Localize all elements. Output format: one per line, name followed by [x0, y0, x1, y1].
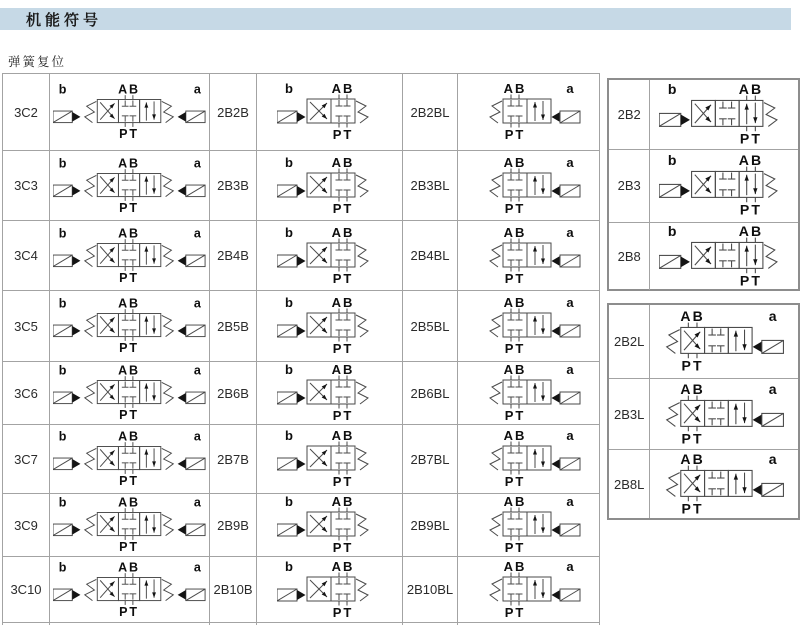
symbol-table-row — [3, 425, 600, 494]
svg-text:b: b — [58, 82, 66, 97]
valve-symbol-cell-3C4 — [50, 221, 210, 291]
side-table-2bl-group — [607, 303, 800, 520]
svg-text:PT: PT — [118, 604, 139, 619]
svg-text:a: a — [193, 226, 201, 241]
valve-schematic-2B4B — [277, 225, 382, 287]
svg-text:PT: PT — [118, 270, 139, 285]
svg-text:PT: PT — [681, 500, 704, 517]
symbol-table-row — [3, 74, 600, 151]
valve-schematic-2B8L — [659, 451, 789, 518]
svg-text:PT: PT — [740, 130, 763, 147]
svg-text:b: b — [285, 558, 293, 574]
svg-text:a: a — [193, 156, 201, 171]
valve-code-3C5: 3C5 — [3, 291, 50, 362]
valve-code-2B4B: 2B4B — [210, 221, 257, 291]
svg-text:b: b — [58, 495, 66, 510]
svg-text:PT: PT — [332, 270, 354, 286]
valve-schematic-2B3B — [277, 155, 382, 217]
valve-symbol-cell-2B2B — [257, 74, 403, 151]
svg-text:AB: AB — [503, 494, 527, 509]
valve-schematic-2B10B — [277, 559, 382, 621]
svg-text:AB: AB — [503, 154, 527, 170]
svg-text:PT: PT — [332, 127, 354, 142]
svg-text:PT: PT — [504, 540, 526, 555]
valve-schematic-2B8 — [659, 223, 789, 290]
valve-code-2B7BL: 2B7BL — [403, 425, 458, 494]
valve-symbol-cell-3C10 — [50, 557, 210, 623]
svg-text:b: b — [668, 152, 677, 168]
valve-symbol-cell-3C2 — [50, 74, 210, 151]
valve-symbol-cell-3C5 — [50, 291, 210, 362]
svg-text:AB: AB — [331, 494, 355, 509]
svg-text:AB: AB — [503, 295, 527, 310]
svg-text:AB: AB — [331, 558, 355, 574]
valve-symbol-cell-2B10BL — [458, 557, 600, 623]
svg-text:AB: AB — [738, 152, 764, 168]
valve-schematic-2B7B — [277, 428, 382, 490]
valve-code-3C3: 3C3 — [3, 151, 50, 221]
valve-schematic-2B6BL — [476, 362, 581, 424]
valve-code-2B3B: 2B3B — [210, 151, 257, 221]
valve-symbol-cell-2B2BL — [458, 74, 600, 151]
valve-schematic-2B5BL — [476, 295, 581, 357]
symbol-table-row — [3, 151, 600, 221]
valve-code-2B2L: 2B2L — [609, 305, 650, 379]
svg-text:b: b — [285, 81, 293, 96]
svg-text:AB: AB — [503, 428, 527, 443]
symbol-table-row — [609, 149, 798, 222]
valve-symbol-cell-2B8L — [650, 450, 798, 518]
svg-text:AB: AB — [331, 428, 355, 443]
svg-text:AB: AB — [738, 80, 764, 97]
valve-symbol-cell-2B3L — [650, 379, 798, 450]
svg-text:PT: PT — [504, 200, 526, 216]
svg-text:a: a — [566, 494, 574, 509]
valve-symbol-cell-2B3B — [257, 151, 403, 221]
svg-text:a: a — [566, 81, 574, 96]
valve-schematic-2B7BL — [476, 428, 581, 490]
svg-text:a: a — [768, 308, 777, 325]
svg-text:a: a — [193, 363, 201, 378]
svg-text:AB: AB — [680, 308, 706, 325]
valve-schematic-3C2 — [53, 82, 207, 142]
symbol-table-row — [609, 450, 798, 518]
valve-code-2B5BL: 2B5BL — [403, 291, 458, 362]
svg-text:a: a — [193, 82, 201, 97]
valve-code-2B2B: 2B2B — [210, 74, 257, 151]
valve-schematic-2B3L — [659, 381, 789, 448]
svg-text:AB: AB — [117, 226, 140, 241]
valve-schematic-2B3 — [659, 152, 789, 219]
svg-text:b: b — [285, 154, 293, 170]
valve-code-3C7: 3C7 — [3, 425, 50, 494]
svg-text:a: a — [768, 450, 777, 467]
valve-schematic-2B2L — [659, 308, 789, 375]
valve-schematic-3C3 — [53, 156, 207, 216]
valve-symbol-cell-2B3 — [650, 149, 798, 222]
symbol-table-row — [609, 305, 798, 379]
svg-text:PT: PT — [681, 357, 704, 374]
valve-code-2B4BL: 2B4BL — [403, 221, 458, 291]
svg-text:PT: PT — [504, 341, 526, 356]
svg-text:PT: PT — [332, 408, 354, 423]
symbol-table-row — [609, 379, 798, 450]
valve-schematic-3C7 — [53, 429, 207, 489]
valve-schematic-2B6B — [277, 362, 382, 424]
svg-text:PT: PT — [332, 341, 354, 356]
valve-symbol-cell-3C3 — [50, 151, 210, 221]
svg-text:b: b — [58, 156, 66, 171]
svg-text:AB: AB — [331, 154, 355, 170]
valve-symbol-cell-2B2L — [650, 305, 798, 379]
svg-text:PT: PT — [504, 408, 526, 423]
svg-text:a: a — [193, 495, 201, 510]
svg-text:AB: AB — [331, 362, 355, 377]
valve-schematic-2B3BL — [476, 155, 581, 217]
valve-symbol-cell-3C9 — [50, 494, 210, 557]
valve-schematic-2B2 — [659, 81, 789, 148]
svg-text:a: a — [193, 560, 201, 575]
svg-text:PT: PT — [332, 540, 354, 555]
svg-text:AB: AB — [503, 224, 527, 240]
svg-text:a: a — [566, 224, 574, 240]
svg-text:PT: PT — [332, 604, 354, 620]
svg-text:b: b — [285, 295, 293, 310]
svg-text:b: b — [58, 296, 66, 311]
symbol-table-row — [3, 291, 600, 362]
svg-text:AB: AB — [117, 156, 140, 171]
valve-symbol-cell-2B2 — [650, 80, 798, 149]
valve-schematic-3C5 — [53, 296, 207, 356]
valve-symbol-cell-2B3BL — [458, 151, 600, 221]
valve-code-2B5B: 2B5B — [210, 291, 257, 362]
valve-schematic-3C10 — [53, 560, 207, 620]
valve-schematic-2B4BL — [476, 225, 581, 287]
svg-text:b: b — [58, 560, 66, 575]
svg-text:PT: PT — [118, 200, 139, 215]
svg-text:b: b — [668, 222, 677, 239]
valve-schematic-2B2B — [277, 81, 382, 143]
svg-text:PT: PT — [504, 604, 526, 620]
valve-code-2B6BL: 2B6BL — [403, 362, 458, 425]
svg-text:PT: PT — [118, 539, 139, 554]
svg-text:PT: PT — [332, 474, 354, 489]
valve-code-2B7B: 2B7B — [210, 425, 257, 494]
side-symbol-table-2 — [609, 305, 798, 518]
valve-symbol-cell-2B4B — [257, 221, 403, 291]
svg-text:PT: PT — [118, 126, 139, 141]
valve-code-2B6B: 2B6B — [210, 362, 257, 425]
valve-schematic-2B9BL — [476, 494, 581, 556]
svg-text:PT: PT — [118, 473, 139, 488]
svg-text:a: a — [566, 295, 574, 310]
svg-text:AB: AB — [680, 380, 706, 397]
symbol-table-row — [3, 494, 600, 557]
svg-text:AB: AB — [738, 222, 764, 239]
symbol-table-row — [609, 222, 798, 290]
svg-text:PT: PT — [740, 201, 763, 218]
svg-text:PT: PT — [504, 270, 526, 286]
valve-symbol-cell-2B9B — [257, 494, 403, 557]
valve-symbol-cell-2B9BL — [458, 494, 600, 557]
valve-schematic-3C4 — [53, 226, 207, 286]
valve-symbol-cell-3C6 — [50, 362, 210, 425]
svg-text:AB: AB — [117, 296, 140, 311]
valve-code-2B3: 2B3 — [609, 149, 650, 222]
svg-text:AB: AB — [503, 362, 527, 377]
svg-text:PT: PT — [118, 407, 139, 422]
svg-text:a: a — [193, 429, 201, 444]
svg-text:AB: AB — [503, 81, 527, 96]
svg-text:PT: PT — [681, 430, 704, 447]
valve-symbol-cell-3C7 — [50, 425, 210, 494]
svg-text:b: b — [668, 80, 677, 97]
svg-text:PT: PT — [504, 127, 526, 142]
valve-code-2B2: 2B2 — [609, 80, 650, 149]
valve-code-2B9BL: 2B9BL — [403, 494, 458, 557]
valve-code-2B8L: 2B8L — [609, 450, 650, 518]
svg-text:AB: AB — [117, 495, 140, 510]
valve-schematic-2B5B — [277, 295, 382, 357]
svg-text:PT: PT — [118, 340, 139, 355]
valve-code-3C2: 3C2 — [3, 74, 50, 151]
svg-text:b: b — [285, 494, 293, 509]
svg-text:AB: AB — [680, 450, 706, 467]
page-title: 机能符号 — [26, 11, 103, 29]
valve-code-2B3L: 2B3L — [609, 379, 650, 450]
svg-text:a: a — [566, 362, 574, 377]
main-symbol-table — [2, 73, 600, 625]
valve-symbol-cell-2B6B — [257, 362, 403, 425]
svg-text:b: b — [58, 363, 66, 378]
svg-text:b: b — [285, 362, 293, 377]
symbol-table-row — [609, 80, 798, 149]
symbol-table-row — [3, 557, 600, 623]
valve-code-2B10B: 2B10B — [210, 557, 257, 623]
svg-text:AB: AB — [117, 429, 140, 444]
svg-text:AB: AB — [503, 558, 527, 574]
valve-schematic-2B10BL — [476, 559, 581, 621]
side-symbol-table-1 — [609, 80, 798, 290]
valve-schematic-3C9 — [53, 495, 207, 555]
valve-code-2B10BL: 2B10BL — [403, 557, 458, 623]
svg-text:AB: AB — [117, 82, 140, 97]
svg-text:a: a — [193, 296, 201, 311]
svg-text:AB: AB — [331, 295, 355, 310]
svg-text:b: b — [58, 226, 66, 241]
symbol-table-row — [3, 362, 600, 425]
valve-symbol-cell-2B5B — [257, 291, 403, 362]
valve-symbol-cell-2B5BL — [458, 291, 600, 362]
valve-code-3C9: 3C9 — [3, 494, 50, 557]
valve-symbol-cell-2B8 — [650, 222, 798, 290]
svg-text:a: a — [566, 154, 574, 170]
svg-text:b: b — [58, 429, 66, 444]
valve-code-3C10: 3C10 — [3, 557, 50, 623]
svg-text:PT: PT — [332, 200, 354, 216]
svg-text:PT: PT — [504, 474, 526, 489]
valve-symbol-cell-2B7B — [257, 425, 403, 494]
valve-symbol-cell-2B4BL — [458, 221, 600, 291]
valve-code-2B3BL: 2B3BL — [403, 151, 458, 221]
subtitle-spring-return: 弹簧复位 — [8, 55, 67, 69]
valve-symbol-cell-2B10B — [257, 557, 403, 623]
valve-code-3C6: 3C6 — [3, 362, 50, 425]
valve-code-2B2BL: 2B2BL — [403, 74, 458, 151]
valve-code-2B8: 2B8 — [609, 222, 650, 290]
valve-code-3C4: 3C4 — [3, 221, 50, 291]
svg-text:AB: AB — [331, 81, 355, 96]
valve-symbol-cell-2B6BL — [458, 362, 600, 425]
side-table-2b-group — [607, 78, 800, 291]
svg-text:b: b — [285, 224, 293, 240]
valve-schematic-2B9B — [277, 494, 382, 556]
svg-text:AB: AB — [117, 363, 140, 378]
svg-text:AB: AB — [117, 560, 140, 575]
valve-symbol-cell-2B7BL — [458, 425, 600, 494]
svg-text:b: b — [285, 428, 293, 443]
valve-schematic-2B2BL — [476, 81, 581, 143]
svg-text:PT: PT — [740, 272, 763, 289]
svg-text:a: a — [566, 428, 574, 443]
valve-schematic-3C6 — [53, 363, 207, 423]
svg-text:a: a — [566, 558, 574, 574]
symbol-table-row — [3, 221, 600, 291]
page-title-bar — [0, 8, 791, 30]
svg-text:AB: AB — [331, 224, 355, 240]
svg-text:a: a — [768, 380, 777, 397]
valve-code-2B9B: 2B9B — [210, 494, 257, 557]
